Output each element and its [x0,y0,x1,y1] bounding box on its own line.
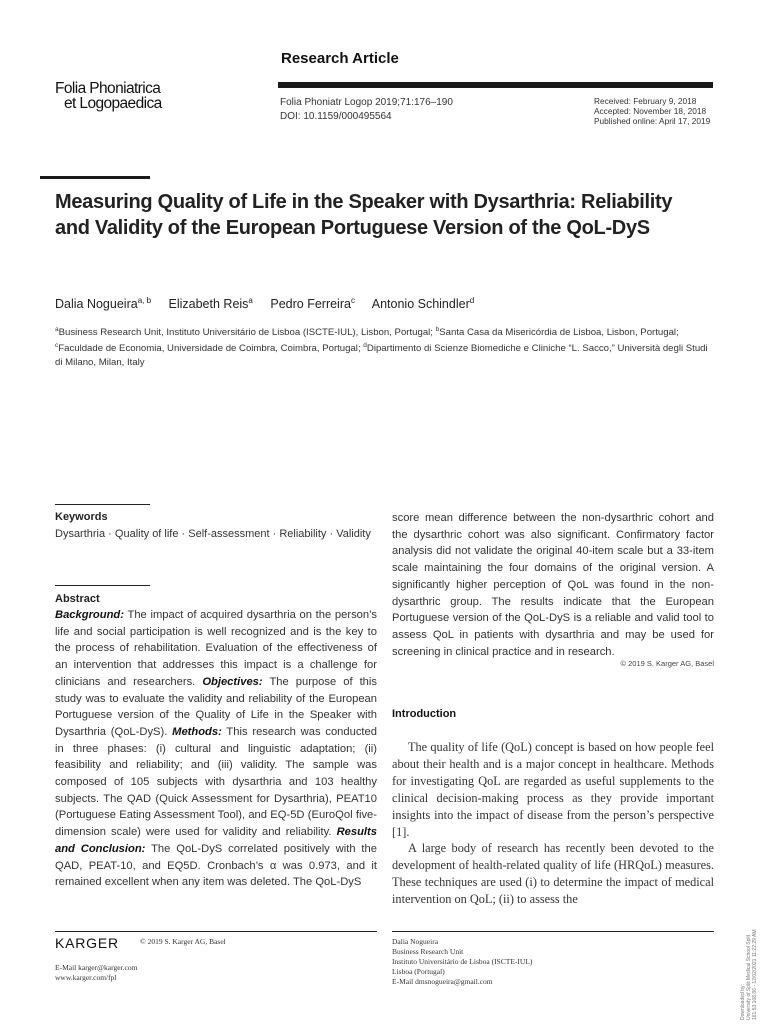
author: Pedro Ferreira$^c$ [270,296,355,312]
journal-name-line1: Folia Phoniatrica [55,80,161,97]
title-bar [40,176,150,179]
paragraph: A large body of research has recently been devoted to the development of health-related quality of life (HRQoL) measures. These techniques are used (i) to determine the impact of medical intervention on QoL; (ii) to assess the [392,841,714,907]
introduction-heading: Introduction [392,708,457,720]
doi[interactable]: DOI: 10.1159/000495564 [280,111,392,122]
correspondence [392,937,532,987]
footer-copyright: © 2019 S. Karger AG, Basel [140,937,226,946]
publisher-email[interactable]: E-Mail karger@karger.com [55,963,138,972]
corr-unit: Business Research Unit [392,947,464,956]
accepted-date: Accepted: November 18, 2018 [594,106,707,116]
article-title: Measuring Quality of Life in the Speaker with Dysarthria: Reliability and Validity of the European Portuguese Version of the QoL-DyS [55,191,673,239]
keywords-heading: Keywords [55,511,108,523]
header-bar [278,82,713,88]
corr-institution: Instituto Universitário de Lisboa (ISCTE-IUL) [392,957,533,966]
journal-logo [55,81,162,111]
paragraph: The quality of life (QoL) concept is based on how people feel about their health and is a major concept in healthcare. Methods for investigating QoL are regarded as useful supplements to the clinical decision-making process as they provide important insights into the impact of disease from the person’s perspective [1]. [392,740,714,839]
citation-block [280,96,453,124]
journal-name-line2: et Logopaedica [64,95,162,112]
introduction-text [392,739,714,908]
article-type: Research Article [281,50,399,67]
author-list [55,296,695,311]
karger-logo: KARGER [55,935,119,951]
citation: Folia Phoniatr Logop 2019;71:176–190 [280,97,453,108]
published-date: Published online: April 17, 2019 [594,116,711,126]
corr-name: Dalia Nogueira [392,937,439,946]
abstract-copyright: © 2019 S. Karger AG, Basel [620,659,714,668]
publisher-web[interactable]: www.karger.com/fpl [55,973,117,982]
abstract-heading: Abstract [55,593,100,605]
footer-rule-left [55,931,377,932]
footer-rule-right [392,931,714,932]
author: Elizabeth Reis$^a$ [168,296,253,312]
corr-city: Lisboa (Portugal) [392,967,445,976]
author: Dalia Nogueira$^{a, b}$ [55,296,152,312]
keywords-rule [55,504,150,505]
keywords-text: Dysarthria · Quality of life · Self-assessment · Reliability · Validity [55,528,371,540]
corr-email[interactable]: E-Mail dmsnogueira@gmail.com [392,977,493,986]
author: Antonio Schindler$^d$ [371,296,475,312]
abstract-text: Background: The impact of acquired dysarthria on the person’s life and social participation is well recognized and is the key to the process of rehabilitation. Evaluation of the effectiveness of an intervention that addresses this impact is a challenge for clinicians and researchers. Objectives: The purpose of this study was to evaluate the validity and reliability of the European Portuguese version of the Quality of Life in the Speaker with Dysarthria (QoL-DyS). Methods: This research was conducted in three phases: (i) cultural and linguistic adaptation; (ii) feasibility and reliability; and (iii) validity. The sample was composed of 105 subjects with dysarthria and 103 healthy subjects. The QAD (Quick Assessment for Dysarthria), PEAT10 (Portuguese Eating Assessment Tool), and EQ-5D (EuroQol five-dimension scale) were used for validity and reliability. Results and Conclusion: The QoL-DyS correlated positively with the QAD, PEAT-10, and EQ5D. Cronbach’s α was 0.973, and it remained excellent when any item was deleted. The QoL-DyS [55,609,377,889]
abstract-text-continued: score mean difference between the non-dysarthric cohort and the dysarthric cohort was also significant. Confirmatory factor analysis did not validate the original 40-item scale but a 33-item scale maintaining the four domains of the original version. A significantly higher perception of QoL was found in the non-dysarthric group. The results indicate that the European Portuguese version of the QoL-DyS is a reliable and valid tool to assess QoL in patients with dysarthria and may be used for screening in clinical practice and in research. [392,512,714,658]
dates-block [594,96,710,126]
abstract-rule [55,585,150,586]
affiliations: $^a$Business Research Unit, Instituto Universitário de Lisboa (ISCTE-IUL), Lisbon, Portugal; $^b$Santa Casa da Misericórdia de Lisboa, Lisbon, Portugal; $^c$Faculdade de Economia, Universidade de Coimbra, Coimbra, Portugal; $^d$Dipartimento di Scienze Biomediche e Cliniche “L. Sacco,” Università degli Studi di Milano, Milan, Italy [55,326,708,368]
download-watermark: Downloaded by: University of Split Medical School Split 161.53.108.86 - 12/02/2021 11:22:29 AM [740,929,758,1020]
received-date: Received: February 9, 2018 [594,96,697,106]
footer-contact [55,963,137,983]
